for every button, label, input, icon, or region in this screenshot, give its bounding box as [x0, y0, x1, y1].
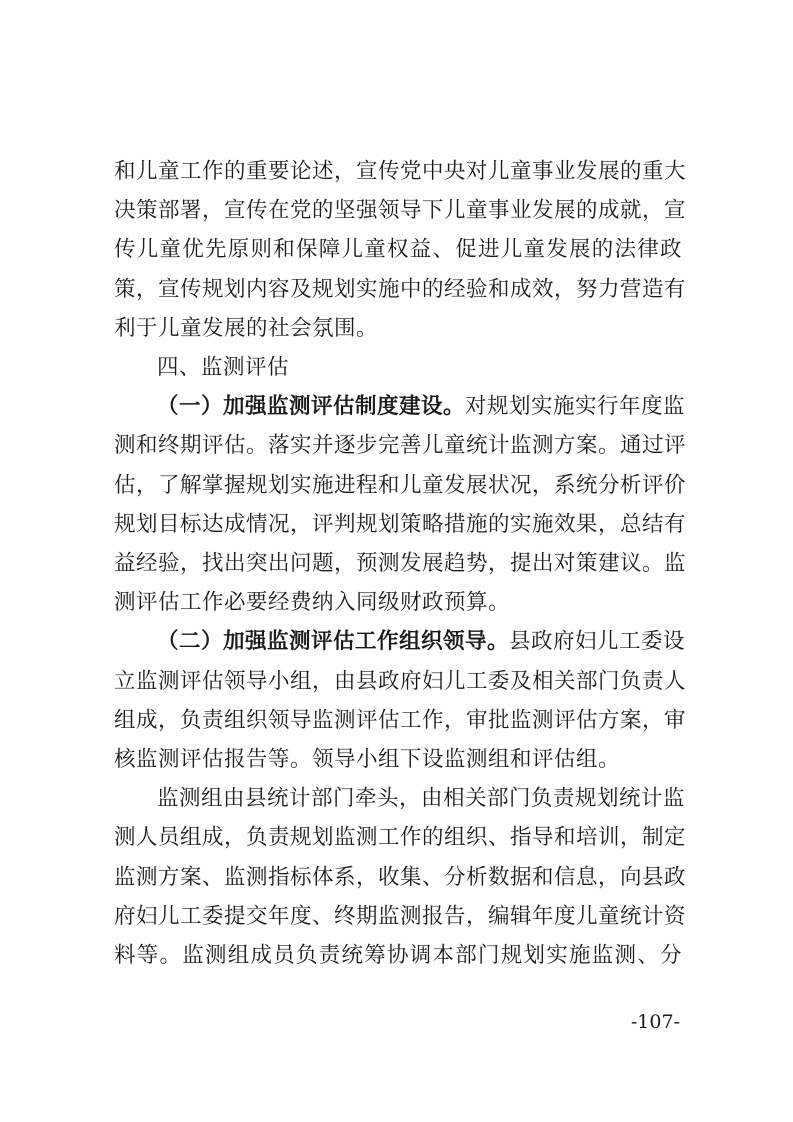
text-line: 监测方案、监测指标体系，收集、分析数据和信息，向县政: [114, 864, 687, 890]
section-heading: 四、监测评估: [157, 355, 290, 381]
paragraph-monitoring-group: [114, 779, 687, 975]
text-line: 策，宣传规划内容及规划实施中的经验和成效，努力营造有: [114, 276, 687, 302]
text-run: 对规划实施实行年度监: [465, 394, 686, 420]
text-line: 测和终期评估。落实并逐步完善儿童统计监测方案。通过评: [114, 433, 687, 459]
text-run: 县政府妇儿工委设: [509, 629, 686, 655]
page-number: -107-: [630, 1011, 680, 1033]
text-line-first: [114, 387, 686, 426]
paragraph-organization-leadership: [114, 622, 687, 779]
paragraph-lead: （一）加强监测评估制度建设。: [157, 394, 466, 420]
text-line: 益经验，找出突出问题，预测发展趋势，提出对策建议。监: [114, 551, 687, 577]
text-line: 测评估工作必要经费纳入同级财政预算。: [114, 590, 511, 616]
page-content: [114, 152, 687, 975]
text-line: 府妇儿工委提交年度、终期监测报告，编辑年度儿童统计资: [114, 903, 687, 929]
text-line: 立监测评估领导小组，由县政府妇儿工委及相关部门负责人: [114, 668, 687, 694]
paragraph-monitoring-system: [114, 387, 687, 622]
text-line-first: 监测组由县统计部门牵头，由相关部门负责规划统计监: [157, 786, 686, 812]
text-line: 和儿童工作的重要论述，宣传党中央对儿童事业发展的重大: [114, 159, 687, 184]
text-line: 规划目标达成情况，评判规划策略措施的实施效果，总结有: [114, 511, 687, 537]
text-line: 估，了解掌握规划实施进程和儿童发展状况，系统分析评价: [114, 472, 687, 498]
paragraph-publicity: [114, 152, 687, 348]
text-line: 组成，负责组织领导监测评估工作，审批监测评估方案，审: [114, 707, 687, 733]
text-line: 决策部署，宣传在党的坚强领导下儿童事业发展的成就，宣: [114, 198, 687, 224]
text-line: 测人员组成，负责规划监测工作的组织、指导和培训，制定: [114, 825, 687, 851]
text-line: 核监测评估报告等。领导小组下设监测组和评估组。: [114, 747, 621, 773]
paragraph-lead: （二）加强监测评估工作组织领导。: [157, 629, 510, 655]
text-line: 利于儿童发展的社会氛围。: [114, 315, 379, 341]
text-line-first: [114, 622, 686, 661]
text-line: 传儿童优先原则和保障儿童权益、促进儿童发展的法律政: [114, 237, 682, 263]
text-line: 料等。监测组成员负责统筹协调本部门规划实施监测、分: [114, 943, 682, 969]
